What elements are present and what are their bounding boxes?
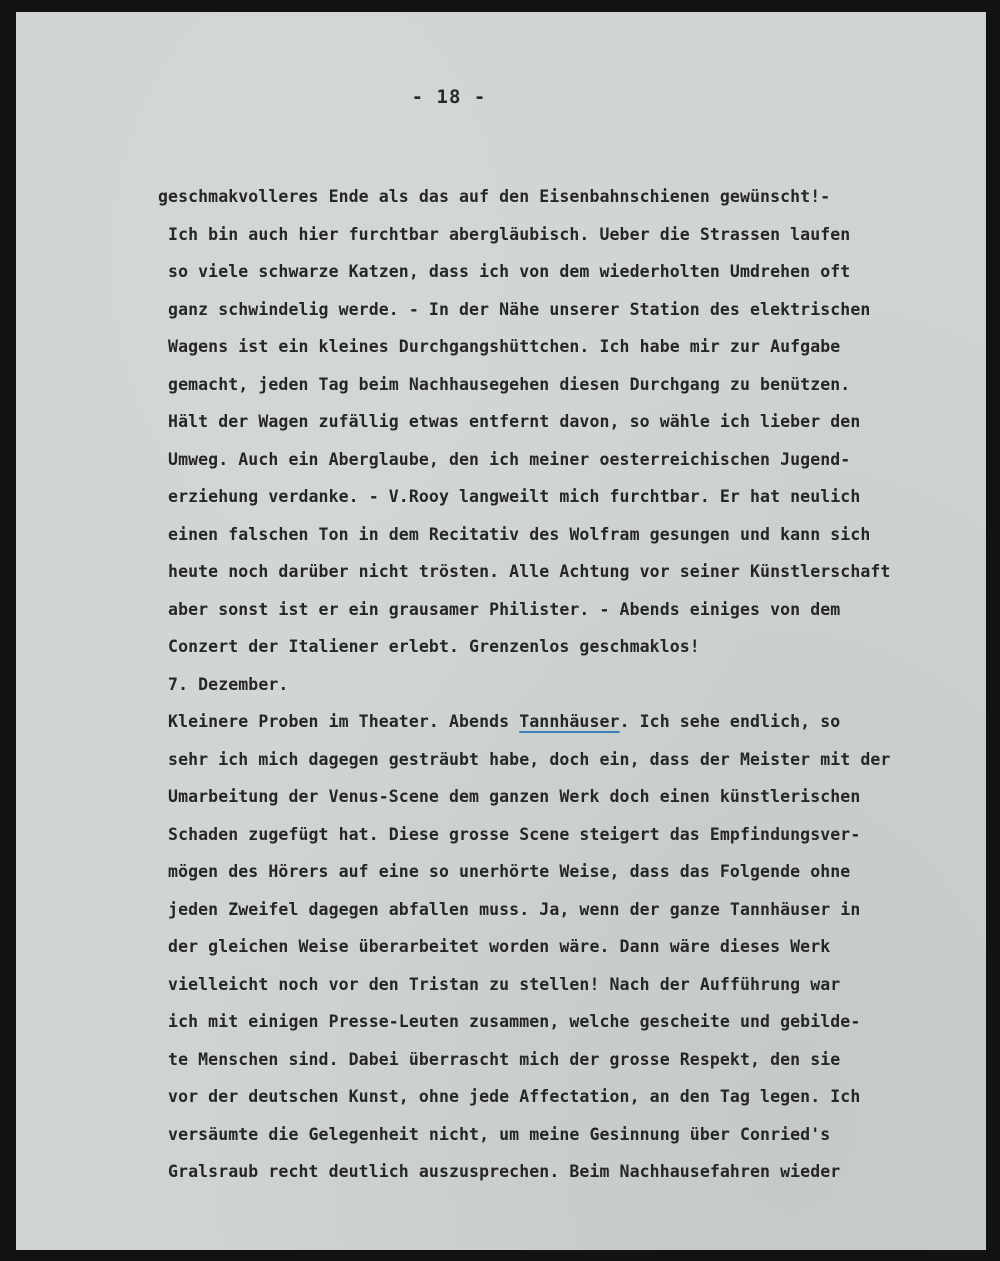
text-line: geschmakvolleres Ende als das auf den Eisenbahnschienen gewünscht!- <box>158 187 831 206</box>
text-line: einen falschen Ton in dem Recitativ des Wolfram gesungen und kann sich <box>158 524 871 544</box>
text-line: der gleichen Weise überarbeitet worden wäre. Dann wäre dieses Werk <box>158 937 831 956</box>
text-fragment: Kleinere Proben im Theater. Abends <box>158 712 520 731</box>
page-number: - 18 - <box>411 86 487 108</box>
text-line: Hält der Wagen zufällig etwas entfernt davon, so wähle ich lieber den <box>158 412 861 431</box>
text-line: Conzert der Italiener erlebt. Grenzenlos geschmaklos! <box>158 637 700 656</box>
text-line: vielleicht noch vor den Tristan zu stellen! Nach der Aufführung war <box>158 974 841 994</box>
text-line: so viele schwarze Katzen, dass ich von dem wiederholten Umdrehen oft <box>158 262 851 281</box>
text-line: aber sonst ist er ein grausamer Philister. - Abends einiges von dem <box>158 599 841 619</box>
text-line: ich mit einigen Presse-Leuten zusammen, welche gescheite und gebilde- <box>158 1012 861 1031</box>
text-line: erziehung verdanke. - V.Rooy langweilt mich furchtbar. Er hat neulich <box>158 487 861 506</box>
text-line: te Menschen sind. Dabei überrascht mich der grosse Respekt, den sie <box>158 1049 841 1069</box>
text-line: Umarbeitung der Venus-Scene dem ganzen Werk doch einen künstlerischen <box>158 787 861 806</box>
text-line: Ich bin auch hier furchtbar abergläubisch. Ueber die Strassen laufen <box>158 224 851 244</box>
date-heading: 7. Dezember. <box>158 674 289 694</box>
text-line: Wagens ist ein kleines Durchgangshüttchen. Ich habe mir zur Aufgabe <box>158 337 841 356</box>
text-line: versäumte die Gelegenheit nicht, um meine Gesinnung über Conried's <box>158 1124 831 1144</box>
text-line: vor der deutschen Kunst, ohne jede Affectation, an den Tag legen. Ich <box>158 1087 861 1106</box>
text-line: Umweg. Auch ein Aberglaube, den ich meiner oesterreichischen Jugend- <box>158 449 851 469</box>
text-line: jeden Zweifel dagegen abfallen muss. Ja, wenn der ganze Tannhäuser in <box>158 899 861 919</box>
text-fragment: . Ich sehe endlich, so <box>619 712 841 731</box>
diary-text <box>158 178 988 1191</box>
text-line: Schaden zugefügt hat. Diese grosse Scene steigert das Empfindungsver- <box>158 824 861 844</box>
underlined-title: Tannhäuser <box>519 712 620 731</box>
text-line: Gralsraub recht deutlich auszusprechen. Beim Nachhausefahren wieder <box>158 1162 841 1181</box>
text-line: mögen des Hörers auf eine so unerhörte Weise, dass das Folgende ohne <box>158 862 851 881</box>
text-line: heute noch darüber nicht trösten. Alle Achtung vor seiner Künstlerschaft <box>158 562 891 581</box>
text-line <box>158 703 988 741</box>
typed-page <box>16 12 986 1250</box>
text-line: ganz schwindelig werde. - In der Nähe unserer Station des elektrischen <box>158 299 871 319</box>
text-line: gemacht, jeden Tag beim Nachhausegehen diesen Durchgang zu benützen. <box>158 374 851 394</box>
text-line: sehr ich mich dagegen gesträubt habe, doch ein, dass der Meister mit der <box>158 749 891 769</box>
